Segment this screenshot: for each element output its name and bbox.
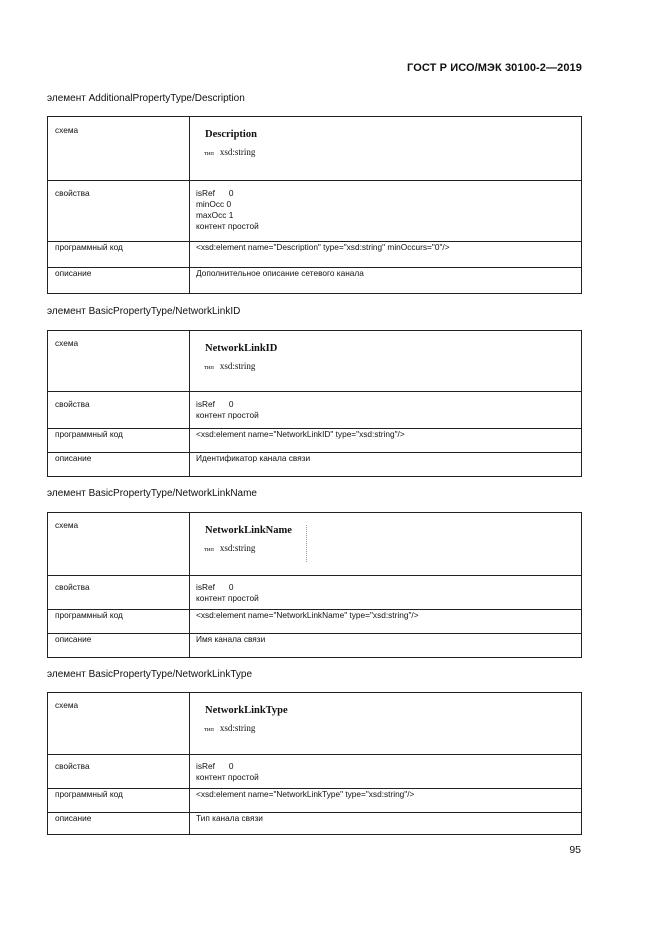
schema-type-value: xsd:string	[219, 361, 256, 371]
properties-label: свойства	[48, 576, 190, 610]
schema-row	[48, 693, 582, 755]
prop-key: isRef	[196, 761, 215, 771]
description-row	[48, 634, 582, 658]
code-row	[48, 789, 582, 813]
code-label: программный код	[48, 242, 190, 268]
description-row	[48, 813, 582, 835]
schema-row	[48, 513, 582, 576]
prop-value: 0	[228, 761, 234, 771]
element-table	[47, 512, 582, 658]
prop-line	[196, 761, 581, 772]
schema-cell	[190, 513, 582, 576]
element-title: элемент BasicPropertyType/NetworkLinkName	[47, 488, 257, 499]
prop-line	[196, 399, 581, 410]
schema-cell	[190, 693, 582, 755]
description-label: описание	[48, 268, 190, 294]
prop-line	[196, 188, 581, 199]
schema-element-name: NetworkLinkType	[205, 705, 288, 716]
schema-label: схема	[48, 117, 190, 181]
schema-label: схема	[48, 693, 190, 755]
page-number: 95	[569, 844, 581, 856]
code-value: <xsd:element name="NetworkLinkID" type="xsd:string"/>	[190, 429, 582, 453]
type-keyword: тип	[204, 150, 214, 157]
schema-row	[48, 331, 582, 392]
schema-element-name: Description	[205, 129, 257, 140]
code-label: программный код	[48, 789, 190, 813]
schema-type	[204, 147, 581, 159]
prop-line	[196, 199, 581, 210]
description-value: Идентификатор канала связи	[190, 453, 582, 477]
schema-element-name: NetworkLinkID	[205, 343, 278, 354]
description-row	[48, 268, 582, 294]
schema-element-name: NetworkLinkName	[205, 525, 292, 536]
standard-header: ГОСТ Р ИСО/МЭК 30100-2—2019	[407, 62, 582, 74]
properties-cell	[190, 576, 582, 610]
code-value: <xsd:element name="NetworkLinkName" type="xsd:string"/>	[190, 610, 582, 634]
prop-key: isRef	[196, 399, 215, 409]
schema-type-value: xsd:string	[219, 147, 256, 157]
schema-type	[204, 723, 581, 735]
element-title: элемент BasicPropertyType/NetworkLinkType	[47, 669, 252, 680]
prop-line	[196, 210, 581, 221]
element-table	[47, 330, 582, 477]
schema-cell	[190, 117, 582, 181]
element-title: элемент BasicPropertyType/NetworkLinkID	[47, 306, 241, 317]
properties-row	[48, 755, 582, 789]
prop-value: 0	[226, 199, 232, 209]
schema-row	[48, 117, 582, 181]
element-table	[47, 692, 582, 835]
element-title: элемент AdditionalPropertyType/Description	[47, 93, 245, 104]
properties-cell	[190, 392, 582, 429]
description-label: описание	[48, 813, 190, 835]
content-type: контент простой	[196, 221, 259, 231]
schema-dotted-guide	[306, 525, 307, 562]
properties-row	[48, 181, 582, 242]
properties-cell	[190, 181, 582, 242]
description-value: Дополнительное описание сетевого канала	[190, 268, 582, 294]
prop-key: isRef	[196, 582, 215, 592]
code-value: <xsd:element name="Description" type="xsd:string" minOccurs="0"/>	[190, 242, 582, 268]
type-keyword: тип	[204, 546, 214, 553]
schema-cell	[190, 331, 582, 392]
prop-value: 1	[228, 210, 234, 220]
properties-label: свойства	[48, 392, 190, 429]
prop-line	[196, 582, 581, 593]
code-row	[48, 610, 582, 634]
schema-type-value: xsd:string	[219, 723, 256, 733]
schema-type	[204, 361, 581, 373]
schema-label: схема	[48, 331, 190, 392]
prop-value: 0	[228, 188, 234, 198]
description-value: Тип канала связи	[190, 813, 582, 835]
content-type: контент простой	[196, 772, 259, 782]
schema-type-value: xsd:string	[219, 543, 256, 553]
type-keyword: тип	[204, 364, 214, 371]
properties-label: свойства	[48, 755, 190, 789]
properties-row	[48, 392, 582, 429]
schema-type	[204, 543, 581, 555]
prop-key: minOcc	[196, 199, 225, 209]
prop-key: isRef	[196, 188, 215, 198]
schema-label: схема	[48, 513, 190, 576]
description-row	[48, 453, 582, 477]
content-type: контент простой	[196, 410, 259, 420]
type-keyword: тип	[204, 726, 214, 733]
code-row	[48, 429, 582, 453]
code-label: программный код	[48, 429, 190, 453]
properties-cell	[190, 755, 582, 789]
properties-row	[48, 576, 582, 610]
content-type: контент простой	[196, 593, 259, 603]
prop-value: 0	[228, 582, 234, 592]
prop-key: maxOcc	[196, 210, 227, 220]
prop-value: 0	[228, 399, 234, 409]
code-row	[48, 242, 582, 268]
element-table	[47, 116, 582, 294]
description-label: описание	[48, 634, 190, 658]
description-label: описание	[48, 453, 190, 477]
code-label: программный код	[48, 610, 190, 634]
code-value: <xsd:element name="NetworkLinkType" type="xsd:string"/>	[190, 789, 582, 813]
description-value: Имя канала связи	[190, 634, 582, 658]
properties-label: свойства	[48, 181, 190, 242]
